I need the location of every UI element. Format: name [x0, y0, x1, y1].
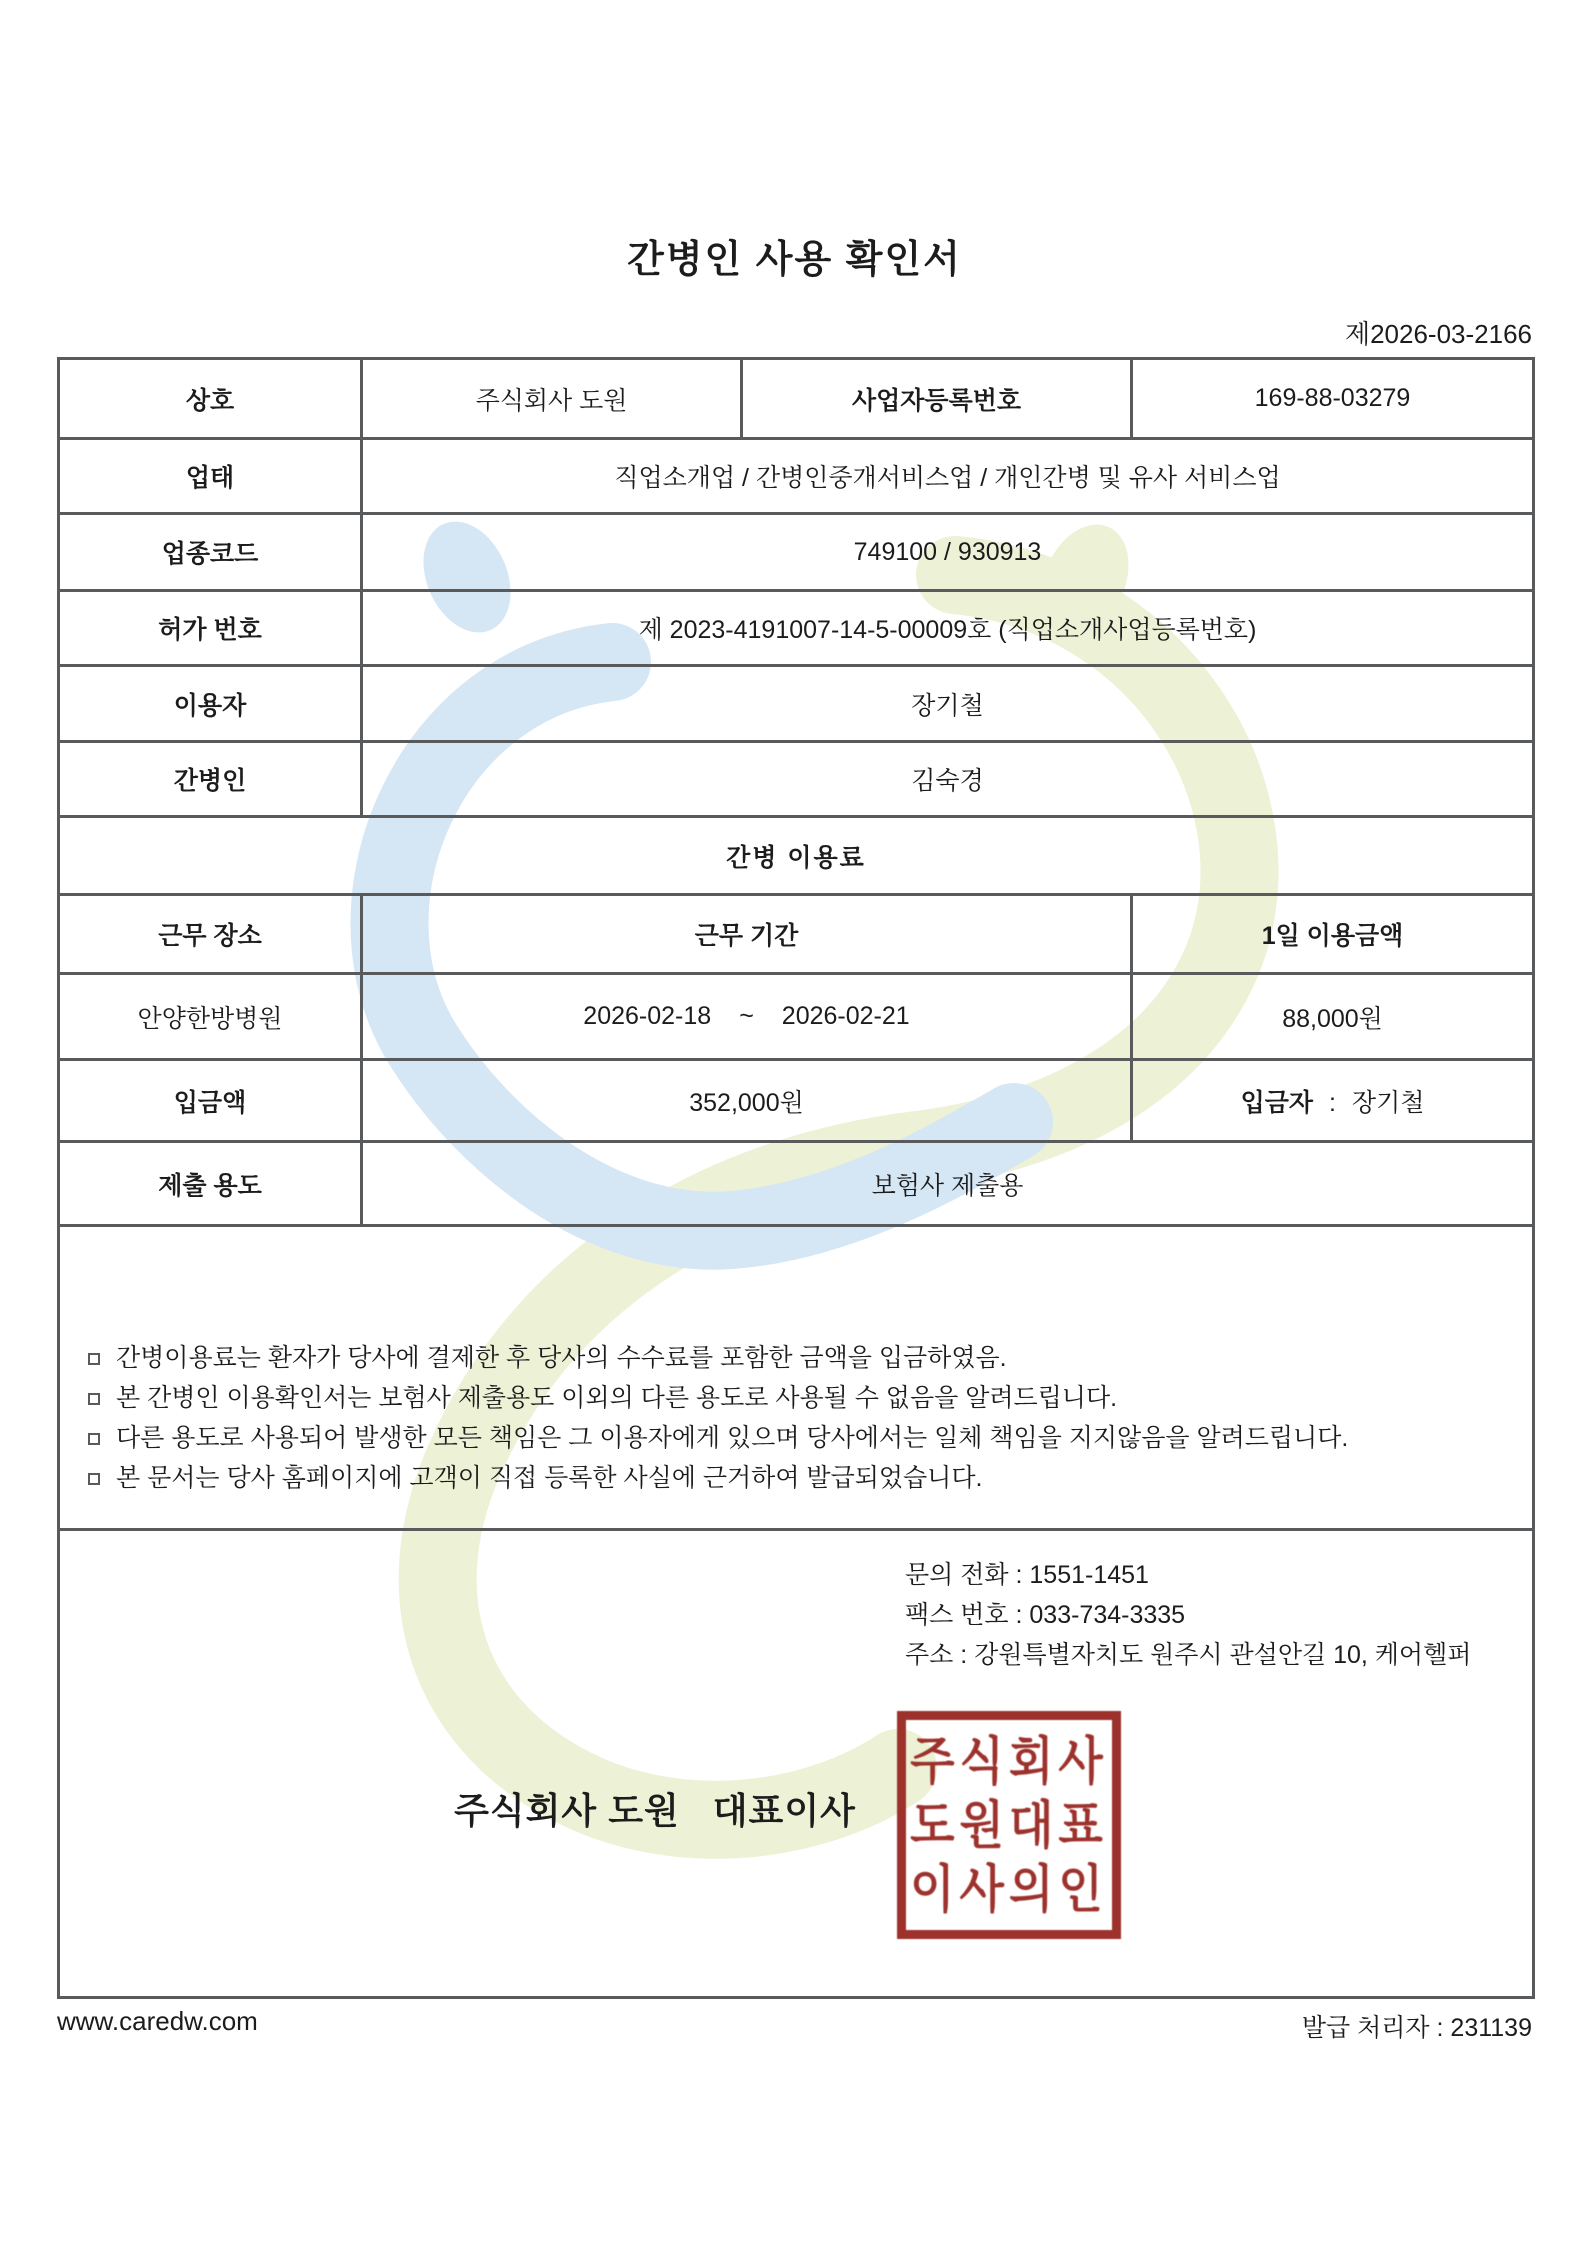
depositor-cell [1132, 1060, 1534, 1142]
industry-code-label: 업종코드 [59, 514, 362, 591]
table-row-industry-code [59, 514, 1534, 591]
deposit-amount: 352,000원 [362, 1060, 1132, 1142]
user-value: 장기철 [362, 666, 1534, 742]
table-row-user [59, 666, 1534, 742]
period-end: 2026-02-21 [781, 1002, 910, 1030]
contact-address: 주소 : 강원특별자치도 원주시 관설안길 10, 케어헬퍼 [905, 1641, 1472, 1669]
table-row-company [59, 359, 1534, 439]
depositor-label: 입금자 [1240, 1088, 1314, 1117]
table-row-caregiver [59, 742, 1534, 817]
company-signature: 주식회사 도원 대표이사 [454, 1790, 856, 1831]
caregiver-label: 간병인 [59, 742, 362, 817]
website-url: www.caredw.com [57, 2006, 258, 2036]
fee-section-title: 간병 이용료 [59, 817, 1534, 895]
work-period-value [362, 974, 1132, 1060]
depositor-separator: : [1329, 1088, 1336, 1117]
note-text: 본 간병인 이용확인서는 보험사 제출용도 이외의 다른 용도로 사용될 수 없음을 알려드립니다. [116, 1384, 1118, 1412]
confirmation-table [57, 357, 1535, 1999]
purpose-value: 보험사 제출용 [362, 1142, 1534, 1226]
deposit-label: 입금액 [59, 1060, 362, 1142]
note-text: 다른 용도로 사용되어 발생한 모든 책임은 그 이용자에게 있으며 당사에서는 일체 책임을 지지않음을 알려드립니다. [116, 1424, 1349, 1452]
work-place-value: 안양한방병원 [59, 974, 362, 1060]
contact-phone: 문의 전화 : 1551-1451 [905, 1561, 1149, 1589]
stamp-line: 주식회사 [910, 1731, 1108, 1791]
stamp-line: 이사의인 [910, 1859, 1108, 1919]
biz-reg-label: 사업자등록번호 [742, 359, 1132, 439]
user-label: 이용자 [59, 666, 362, 742]
notes-cell [59, 1226, 1534, 1530]
note-item [88, 1346, 1512, 1371]
work-place-header: 근무 장소 [59, 895, 362, 974]
square-bullet-icon [88, 1353, 100, 1365]
period-start: 2026-02-18 [583, 1002, 712, 1030]
notes-list [60, 1264, 1532, 1491]
period-separator: ~ [739, 1002, 754, 1030]
stamp-line: 도원대표 [910, 1795, 1108, 1855]
table-row-fee-data [59, 974, 1534, 1060]
purpose-label: 제출 용도 [59, 1142, 362, 1226]
document-number: 제2026-03-2166 [1344, 319, 1532, 349]
note-text: 본 문서는 당사 홈페이지에 고객이 직접 등록한 사실에 근거하여 발급되었습니다. [116, 1464, 983, 1492]
biz-type-value: 직업소개업 / 간병인중개서비스업 / 개인간병 및 유사 서비스업 [362, 439, 1534, 514]
permit-value: 제 2023-4191007-14-5-00009호 (직업소개사업등록번호) [362, 591, 1534, 666]
contact-block [905, 1555, 1471, 1675]
note-item [88, 1466, 1512, 1491]
table-row-deposit [59, 1060, 1534, 1142]
square-bullet-icon [88, 1393, 100, 1405]
table-row-purpose [59, 1142, 1534, 1226]
work-period [363, 1002, 1130, 1031]
depositor-value: 장기철 [1351, 1088, 1425, 1117]
company-value: 주식회사 도원 [362, 359, 742, 439]
work-period-header: 근무 기간 [362, 895, 1132, 974]
table-row-notes [59, 1226, 1534, 1530]
note-text: 간병이용료는 환자가 당사에 결제한 후 당사의 수수료를 포함한 금액을 입금하였음. [116, 1344, 1007, 1372]
contact-fax: 팩스 번호 : 033-734-3335 [905, 1601, 1186, 1629]
table-row-permit [59, 591, 1534, 666]
square-bullet-icon [88, 1473, 100, 1485]
table-row-footer-block [59, 1530, 1534, 1998]
daily-fee-value: 88,000원 [1132, 974, 1534, 1060]
square-bullet-icon [88, 1433, 100, 1445]
table-row-fee-title [59, 817, 1534, 895]
note-item [88, 1386, 1512, 1411]
page-title: 간병인 사용 확인서 [627, 239, 962, 281]
permit-label: 허가 번호 [59, 591, 362, 666]
biz-reg-value: 169-88-03279 [1132, 359, 1534, 439]
industry-code-value: 749100 / 930913 [362, 514, 1534, 591]
company-label: 상호 [59, 359, 362, 439]
table-row-biz-type [59, 439, 1534, 514]
daily-fee-header: 1일 이용금액 [1132, 895, 1534, 974]
table-row-fee-headers [59, 895, 1534, 974]
issuer-id: 발급 처리자 : 231139 [1301, 2014, 1532, 2042]
bottom-cell [59, 1530, 1534, 1998]
biz-type-label: 업태 [59, 439, 362, 514]
corporate-seal-stamp [897, 1711, 1121, 1939]
note-item [88, 1426, 1512, 1451]
caregiver-value: 김숙경 [362, 742, 1534, 817]
